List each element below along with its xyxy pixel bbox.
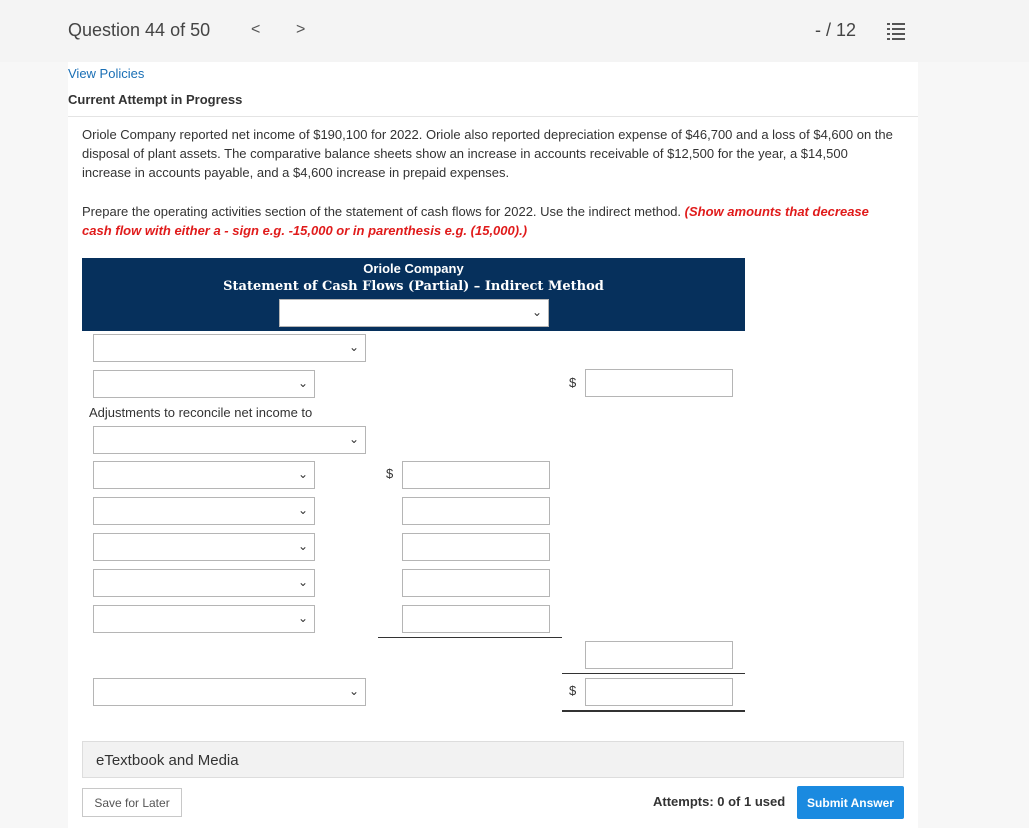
chevron-right-icon[interactable]: > <box>296 21 306 38</box>
period-select[interactable] <box>279 299 549 327</box>
statement-header <box>82 258 745 331</box>
section-select[interactable] <box>93 334 366 362</box>
dollar-sign: $ <box>569 683 577 698</box>
submit-answer-button[interactable]: Submit Answer <box>797 786 904 819</box>
chevron-down-icon: ⌄ <box>348 340 359 354</box>
etextbook-label: eTextbook and Media <box>96 752 239 769</box>
chevron-down-icon: ⌄ <box>297 376 308 390</box>
chevron-left-icon[interactable]: < <box>251 21 261 38</box>
statement-company: Oriole Company <box>363 261 464 276</box>
question-counter: Question 44 of 50 <box>68 20 211 40</box>
adjustment-item-select-4[interactable] <box>93 569 315 597</box>
adjustment-item-select-5[interactable] <box>93 605 315 633</box>
chevron-down-icon: ⌄ <box>297 539 308 553</box>
question-text: Oriole Company reported net income of $190,100 for 2022. Oriole also reported depreciation expense of $46,700 and a loss of $4,600 on the disposal of plant assets. The comparative balance sheets show an increase in accounts receivable of $12,500 for the year, a $14,500 increase in accounts payable, and a $4,600 increase in prepaid expenses. <box>82 127 893 180</box>
attempt-status: Current Attempt in Progress <box>68 92 243 107</box>
total-adjustments-rule <box>562 673 745 674</box>
instructions-note: (Show amounts that decrease cash flow with either a - sign e.g. -15,000 or in parenthesis e.g. (15,000).) <box>82 204 869 238</box>
adjustment-amount-input-3[interactable] <box>402 533 550 561</box>
etextbook-panel[interactable] <box>82 741 904 778</box>
adjustment-amount-input-5[interactable] <box>402 605 550 633</box>
total-adjustments-input[interactable] <box>585 641 733 669</box>
net-cash-amount-input[interactable] <box>585 678 733 706</box>
chevron-down-icon: ⌄ <box>531 305 542 319</box>
adjustment-item-select-3[interactable] <box>93 533 315 561</box>
chevron-down-icon: ⌄ <box>348 684 359 698</box>
question-header <box>0 0 1029 62</box>
adjustment-amount-input-1[interactable] <box>402 461 550 489</box>
attempts-count: Attempts: 0 of 1 used <box>653 794 786 809</box>
net-income-select[interactable] <box>93 370 315 398</box>
chevron-down-icon: ⌄ <box>297 467 308 481</box>
adjustment-amount-input-2[interactable] <box>402 497 550 525</box>
question-instructions <box>82 202 897 240</box>
score-display: - / 12 <box>815 20 857 40</box>
net-income-amount-input[interactable] <box>585 369 733 397</box>
dollar-sign: $ <box>386 466 394 481</box>
chevron-down-icon: ⌄ <box>348 432 359 446</box>
list-icon[interactable] <box>887 22 905 40</box>
dollar-sign: $ <box>569 375 577 390</box>
net-cash-select[interactable] <box>93 678 366 706</box>
adjustments-label: Adjustments to reconcile net income to <box>89 405 313 420</box>
total-double-rule <box>562 710 745 712</box>
adjustment-item-select-2[interactable] <box>93 497 315 525</box>
adjustment-amount-input-4[interactable] <box>402 569 550 597</box>
left-gutter <box>0 62 68 828</box>
adjustments-select[interactable] <box>93 426 366 454</box>
right-gutter <box>918 62 1029 828</box>
chevron-down-icon: ⌄ <box>297 575 308 589</box>
adjustment-item-select-1[interactable] <box>93 461 315 489</box>
instructions-text: Prepare the operating activities section of the statement of cash flows for 2022. Use the indirect method. <box>82 204 685 219</box>
chevron-down-icon: ⌄ <box>297 611 308 625</box>
subtotal-rule <box>378 637 562 638</box>
view-policies-link[interactable]: View Policies <box>68 66 145 81</box>
divider <box>68 116 918 117</box>
chevron-down-icon: ⌄ <box>297 503 308 517</box>
statement-title: Statement of Cash Flows (Partial) – Indirect Method <box>223 279 604 294</box>
save-for-later-button[interactable]: Save for Later <box>82 788 182 817</box>
